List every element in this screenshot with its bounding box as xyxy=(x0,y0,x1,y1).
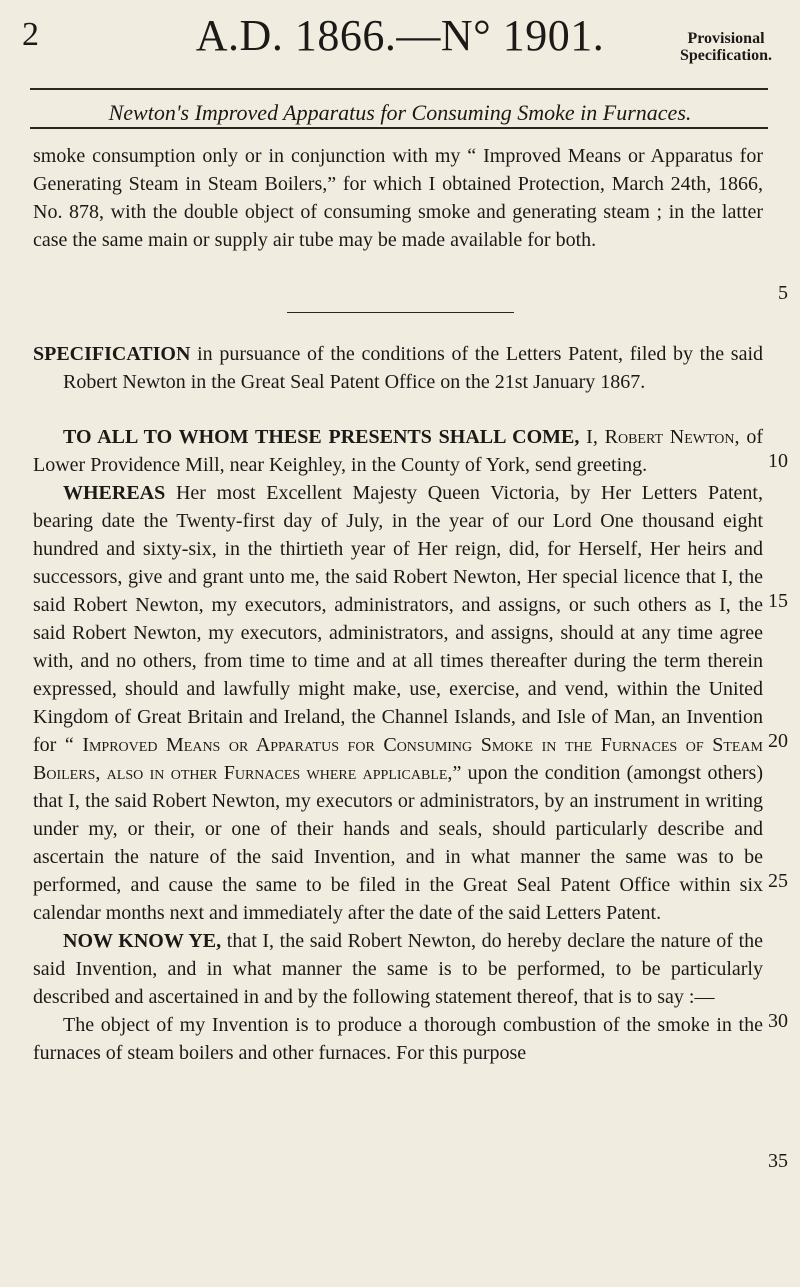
header-rule-top xyxy=(30,88,768,90)
line-number-30: 30 xyxy=(768,1010,788,1032)
greeting-lead: TO ALL TO WHOM THESE PRESENTS SHALL COME, xyxy=(63,426,580,448)
specification-paragraph xyxy=(33,340,763,396)
now-know-lead: NOW KNOW YE, xyxy=(63,930,222,952)
page-number: 2 xyxy=(22,16,39,53)
header-rule-bottom xyxy=(30,127,768,129)
running-subtitle: Newton's Improved Apparatus for Consuming Smoke in Furnaces. xyxy=(108,100,692,125)
patentee-name: Robert Newton xyxy=(604,426,735,448)
now-know-body: that I, the said Robert Newton, do hereby declare the nature of the said Invention, and in what manner the same is to be performed, to be particularly described and ascertained in and by the following statement thereof, that is to say :— xyxy=(33,930,763,1008)
line-number-5: 5 xyxy=(778,282,788,304)
line-number-20: 20 xyxy=(768,730,788,752)
line-number-15: 15 xyxy=(768,590,788,612)
line-number-25: 25 xyxy=(768,870,788,892)
greeting-pre: I, xyxy=(579,426,605,448)
tag-line-provisional: Provisional xyxy=(687,30,765,47)
specification-body: in pursuance of the conditions of the Letters Patent, filed by the said Robert Newton in the Great Seal Patent Office on the 21st January 1867. xyxy=(63,343,763,393)
specification-tag xyxy=(666,30,786,64)
line-number-10: 10 xyxy=(768,450,788,472)
whereas-body-2: ” upon the condition (amongst others) that I, the said Robert Newton, my executors or administrators, by an instrument in writing under my, or their, or one of their hands and seals, should particularly describe and ascertain the nature of the said Invention, and in what manner the same was to be performed, and cause the same to be filed in the Great Seal Patent Office within six calendar months next and immediately after the date of the said Letters Patent. xyxy=(33,762,763,924)
whereas-lead: WHEREAS xyxy=(63,482,166,504)
now-know-paragraph xyxy=(33,927,763,1011)
document-title: A.D. 1866.—N° 1901. xyxy=(195,11,605,60)
intro-paragraph xyxy=(33,142,763,254)
whereas-paragraph xyxy=(33,479,763,927)
object-paragraph: The object of my Invention is to produce a thorough combustion of the smoke in the furnaces of steam boilers and other furnaces. For this purpose xyxy=(33,1014,763,1064)
greeting-paragraph xyxy=(33,423,763,479)
specification-lead: SPECIFICATION xyxy=(33,343,191,365)
whereas-body-1: Her most Excellent Majesty Queen Victoria, by Her Letters Patent, bearing date the Twenty-first day of July, in the year of our Lord One thousand eight hundred and sixty-six, in the thirtieth year of Her reign, did, for Herself, Her heirs and successors, give and grant unto me, the said Robert Newton, Her special licence that I, the said Robert Newton, my executors, administrators, and assigns, or such others as I, the said Robert Newton, my executors, administrators, and assigns, should at any time agree with, and no others, from time to time and at all times thereafter during the term therein expressed, should and lawfully might make, use, exercise, and vend, within the United Kingdom of Great Britain and Ireland, the Channel Islands, and Isle of Man, an Invention for “ xyxy=(33,482,763,756)
section-divider xyxy=(287,312,514,313)
invention-title: Improved Means or Apparatus for Consuming Smoke in the Furnaces of Steam Boilers, also in other Furnaces where applicable, xyxy=(33,734,763,784)
greeting-body: , of Lower Providence Mill, near Keighley, in the County of York, send greeting. xyxy=(33,426,763,476)
specification-text xyxy=(33,340,763,396)
body-paragraphs xyxy=(33,423,763,1067)
line-number-35: 35 xyxy=(768,1150,788,1172)
tag-line-specification: Specification. xyxy=(680,47,772,64)
intro-text: smoke consumption only or in conjunction with my “ Improved Means or Apparatus for Generating Steam in Steam Boilers,” for which I obtained Protection, March 24th, 1866, No. 878, with the double object of consuming smoke and generating steam ; in the latter case the same main or supply air tube may be made available for both. xyxy=(33,145,763,251)
